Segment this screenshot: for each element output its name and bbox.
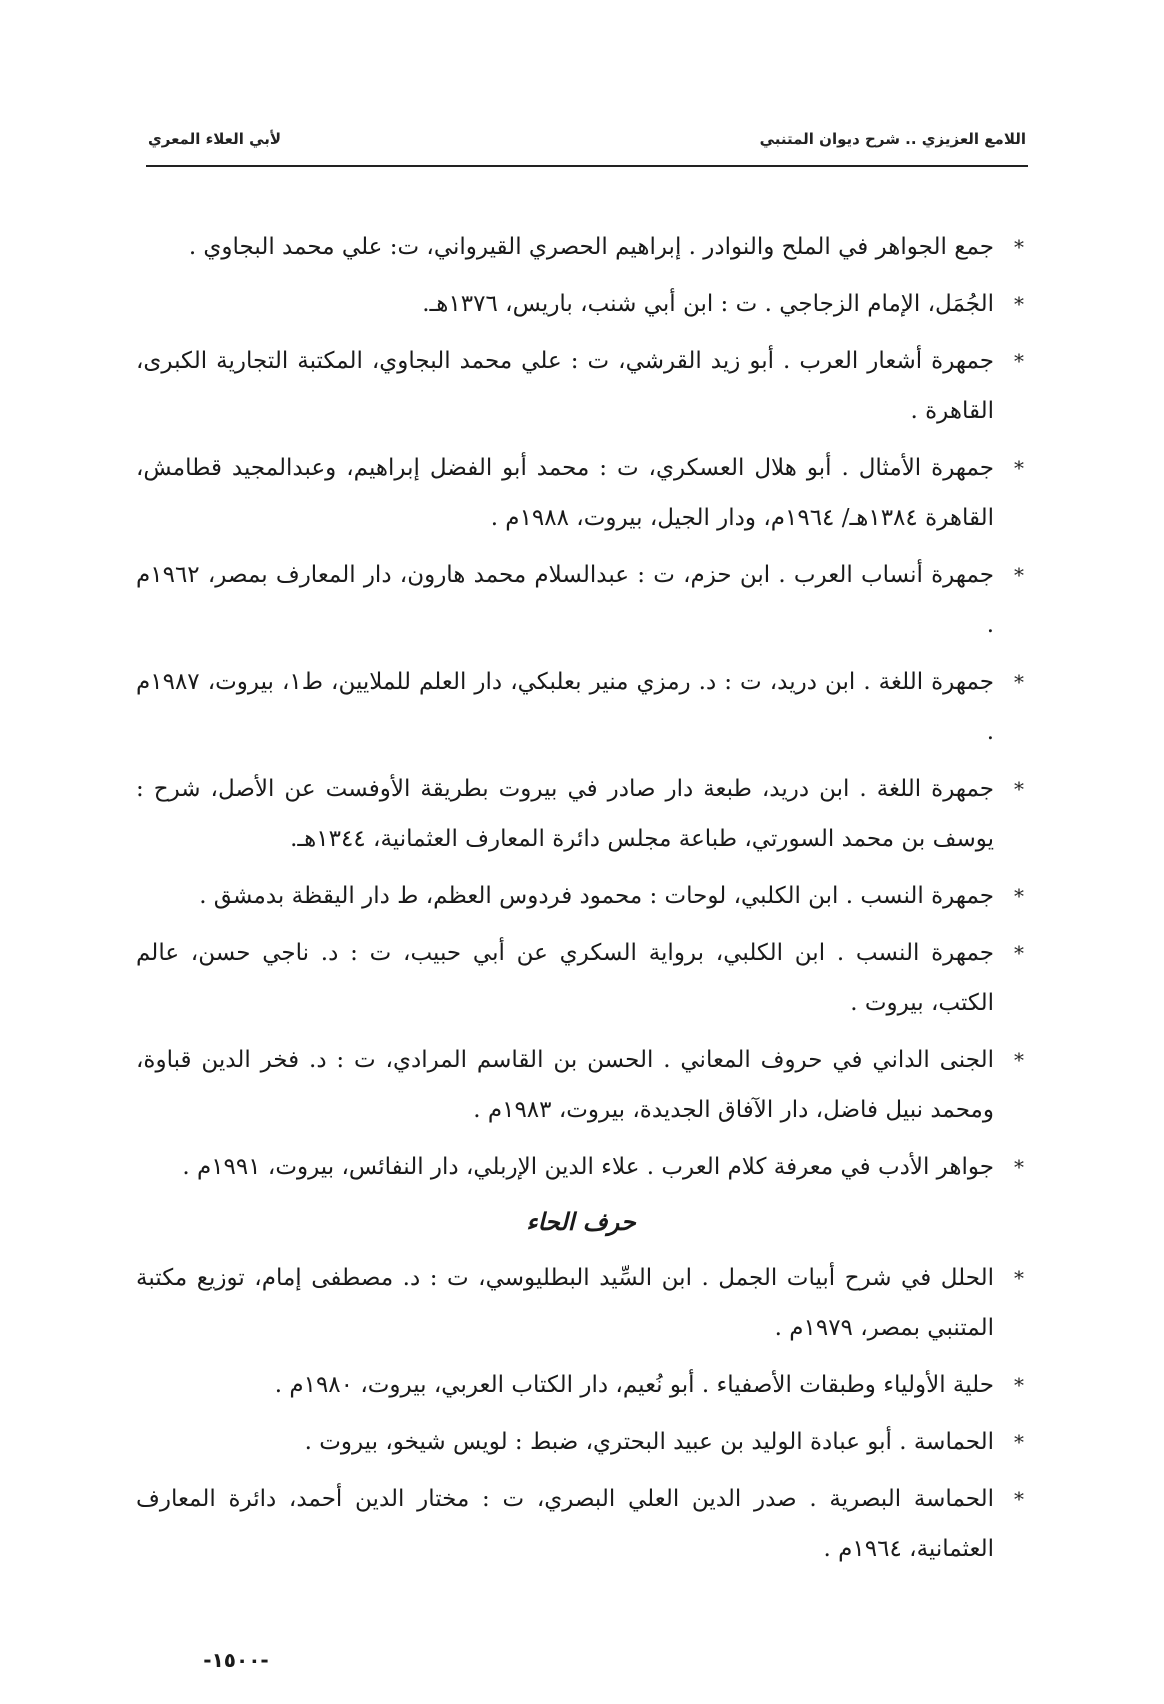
entry-text: جمهرة الأمثال . أبو هلال العسكري، ت : محمد أبو الفضل إبراهيم، وعبدالمجيد قطامش، القاهرة ١٣٨٤هـ/ ١٩٦٤م، ودار الجيل، بيروت، ١٩٨٨م .	[136, 455, 994, 531]
asterisk-bullet-icon: *	[1014, 1048, 1024, 1072]
bibliography-entry	[136, 1035, 1026, 1135]
entry-text: جمهرة اللغة . ابن دريد، طبعة دار صادر في بيروت بطريقة الأوفست عن الأصل، شرح : يوسف بن محمد السورتي، طباعة مجلس دائرة المعارف العثمانية، ١٣٤٤هـ.	[136, 776, 994, 852]
entry-text: الحماسة البصرية . صدر الدين العلي البصري، ت : مختار الدين أحمد، دائرة المعارف العثمانية، ١٩٦٤م .	[136, 1486, 994, 1562]
asterisk-bullet-icon: *	[1014, 1373, 1024, 1397]
bibliography-entry	[136, 1253, 1026, 1353]
asterisk-bullet-icon: *	[1014, 563, 1024, 587]
entry-text: جمهرة النسب . ابن الكلبي، لوحات : محمود فردوس العظم، ط دار اليقظة بدمشق .	[199, 883, 994, 909]
bibliography-entry	[136, 222, 1026, 272]
header-rule	[146, 165, 1028, 167]
running-header	[148, 124, 1026, 154]
entry-text: الجنى الداني في حروف المعاني . الحسن بن القاسم المرادي، ت : د. فخر الدين قباوة، ومحمد نبيل فاضل، دار الآفاق الجديدة، بيروت، ١٩٨٣م .	[136, 1047, 994, 1123]
asterisk-bullet-icon: *	[1014, 1430, 1024, 1454]
bibliography-entry	[136, 443, 1026, 543]
bibliography-entry	[136, 928, 1026, 1028]
entry-text: جمهرة أشعار العرب . أبو زيد القرشي، ت : علي محمد البجاوي، المكتبة التجارية الكبرى، القاهرة .	[136, 348, 994, 424]
bibliography-entry	[136, 336, 1026, 436]
asterisk-bullet-icon: *	[1014, 777, 1024, 801]
section-heading: حرف الحاء	[526, 1208, 636, 1236]
header-book-title: اللامع العزيزي .. شرح ديوان المتنبي	[759, 130, 1026, 148]
entry-text: الحلل في شرح أبيات الجمل . ابن السِّيد البطليوسي، ت : د. مصطفى إمام، توزيع مكتبة المتنبي بمصر، ١٩٧٩م .	[136, 1265, 994, 1341]
asterisk-bullet-icon: *	[1014, 941, 1024, 965]
bibliography-entry	[136, 1417, 1026, 1467]
bibliography-entry	[136, 550, 1026, 650]
bibliography-entry	[136, 279, 1026, 329]
asterisk-bullet-icon: *	[1014, 884, 1024, 908]
entry-text: جمهرة أنساب العرب . ابن حزم، ت : عبدالسلام محمد هارون، دار المعارف بمصر، ١٩٦٢م .	[136, 562, 994, 638]
bibliography-entry	[136, 1474, 1026, 1574]
entry-text: جمهرة النسب . ابن الكلبي، برواية السكري عن أبي حبيب، ت : د. ناجي حسن، عالم الكتب، بيروت .	[136, 940, 994, 1016]
entry-text: حلية الأولياء وطبقات الأصفياء . أبو نُعيم، دار الكتاب العربي، بيروت، ١٩٨٠م .	[274, 1372, 994, 1398]
asterisk-bullet-icon: *	[1014, 292, 1024, 316]
entry-text: الجُمَل، الإمام الزجاجي . ت : ابن أبي شنب، باريس، ١٣٧٦هـ.	[422, 291, 994, 317]
asterisk-bullet-icon: *	[1014, 235, 1024, 259]
asterisk-bullet-icon: *	[1014, 1266, 1024, 1290]
entry-text: جمع الجواهر في الملح والنوادر . إبراهيم الحصري القيرواني، ت: علي محمد البجاوي .	[188, 234, 994, 260]
asterisk-bullet-icon: *	[1014, 456, 1024, 480]
bibliography-entry	[136, 1142, 1026, 1192]
asterisk-bullet-icon: *	[1014, 1487, 1024, 1511]
entry-text: الحماسة . أبو عبادة الوليد بن عبيد البحتري، ضبط : لويس شيخو، بيروت .	[304, 1429, 994, 1455]
asterisk-bullet-icon: *	[1014, 1155, 1024, 1179]
asterisk-bullet-icon: *	[1014, 670, 1024, 694]
header-author: لأبي العلاء المعري	[148, 130, 282, 148]
page-number: -١٥٠٠-	[203, 1648, 269, 1672]
entry-text: جمهرة اللغة . ابن دريد، ت : د. رمزي منير بعلبكي، دار العلم للملايين، ط١، بيروت، ١٩٨٧م .	[136, 669, 994, 745]
bibliography-entry	[136, 657, 1026, 757]
bibliography-entry	[136, 1360, 1026, 1410]
entry-text: جواهر الأدب في معرفة كلام العرب . علاء الدين الإربلي، دار النفائس، بيروت، ١٩٩١م .	[182, 1154, 994, 1180]
bibliography-entry	[136, 871, 1026, 921]
asterisk-bullet-icon: *	[1014, 349, 1024, 373]
bibliography-list	[136, 222, 1026, 1581]
bibliography-entry	[136, 764, 1026, 864]
